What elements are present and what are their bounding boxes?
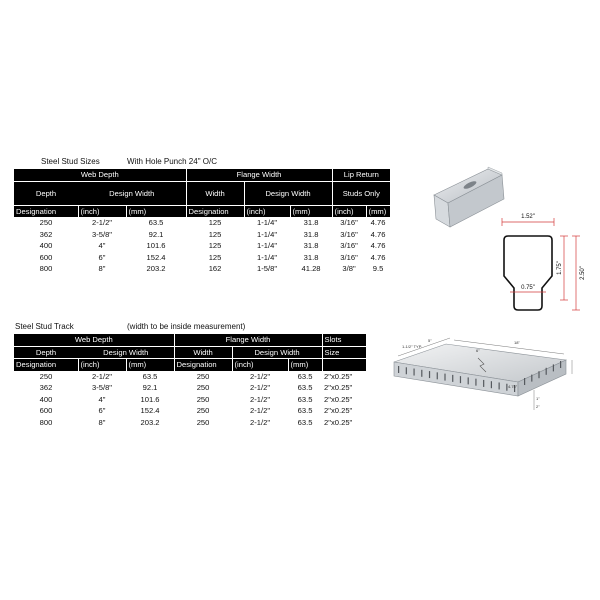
track-table-subtitle: (width to be inside measurement) [127, 322, 246, 331]
stud-table-row-cell: 125 [208, 218, 222, 228]
track-table-row [14, 382, 366, 394]
track-slot [421, 370, 422, 377]
track-drawing [384, 330, 584, 426]
track-table-row-cell: 2-1/2" [250, 417, 271, 427]
stud-table-row-cell: 800 [39, 264, 53, 274]
stud-header-flange-width: Flange Width [186, 169, 332, 181]
track-table-row-cell: 2"x0.25" [324, 371, 353, 381]
track-header-web-depth: Web Depth [14, 334, 174, 346]
track-slot [560, 361, 561, 368]
track-header-slots: Slots [322, 334, 366, 346]
track-label-1in: 1" [536, 396, 540, 401]
stud-table-row [14, 252, 390, 264]
track-table-row [14, 394, 366, 406]
stud-table-row-cell: 1-5/8" [257, 264, 278, 274]
stud-table-row-cell: 31.8 [303, 218, 319, 228]
track-table-row-cell: 600 [39, 406, 53, 416]
track-label-typ: 1-1/2" TYP. [402, 344, 422, 349]
stud-profile-outline [504, 236, 552, 310]
track-header-inch-flange: (inch) [232, 359, 288, 371]
stud-track-table [14, 334, 366, 428]
stud-table-row-cell: 3/16" [340, 229, 358, 239]
stud-table-row-cell: 600 [39, 252, 53, 262]
track-table-row-cell: 250 [196, 406, 210, 416]
track-table-row-cell: 250 [39, 371, 53, 381]
stud-table-row-cell: 1-1/4" [257, 218, 278, 228]
track-header-design-width-flange: Design Width [232, 346, 322, 359]
stud-table-row-cell: 3-5/8" [91, 229, 112, 239]
track-label-2in: 2" [536, 404, 540, 409]
stud-table-row-cell: 6" [98, 252, 106, 262]
track-table-row-cell: 152.4 [140, 406, 160, 416]
stud-table-row-cell: 1-1/4" [257, 241, 278, 251]
stud-table-row-cell: 4.76 [370, 218, 386, 228]
track-label-5in: 5" [428, 338, 432, 343]
profile-total-height-label: 2.50" [580, 266, 586, 280]
stud-table-row-cell: 3/16" [340, 218, 358, 228]
track-header-width: Width [174, 346, 232, 359]
track-table-row-cell: 2-1/2" [250, 394, 271, 404]
track-table-row-cell: 362 [39, 383, 53, 393]
stud-table-title: Steel Stud Sizes [41, 157, 100, 166]
stud-table-row-cell: 4.76 [370, 229, 386, 239]
track-slot [553, 364, 554, 371]
track-slot [444, 374, 445, 381]
track-table-row-cell: 63.5 [297, 383, 313, 393]
track-table-row-cell: 2"x0.25" [324, 406, 353, 416]
stud-table-row-cell: 31.8 [303, 252, 319, 262]
track-table-row-cell: 2"x0.25" [324, 417, 353, 427]
stud-header-mm-flange: (mm) [290, 205, 332, 217]
track-label-475: 4.75" [508, 384, 518, 389]
track-header-size: Size [322, 346, 366, 359]
stud-header-design-width: Design Width [78, 181, 186, 205]
track-table-row [14, 417, 366, 429]
stud-table-row-cell: 31.8 [303, 229, 319, 239]
track-header-mm-flange: (mm) [288, 359, 322, 371]
track-slot [546, 368, 547, 375]
track-slot [531, 375, 532, 382]
stud-table-body [14, 217, 390, 275]
track-table-row-cell: 2-1/2" [250, 406, 271, 416]
profile-slot-label: 0.75" [521, 285, 535, 291]
track-table-row-cell: 63.5 [297, 406, 313, 416]
track-slot [452, 375, 453, 382]
stud-header-web-depth: Web Depth [14, 169, 186, 181]
track-table-row-cell: 6" [98, 406, 106, 416]
stud-table-row-cell: 125 [208, 252, 222, 262]
stud-table-row-cell: 125 [208, 241, 222, 251]
stud-table-row-cell: 3/8" [342, 264, 356, 274]
stud-table-row-cell: 4.76 [370, 241, 386, 251]
stud-header-lip-return: Lip Return [332, 169, 390, 181]
track-table-row-cell: 63.5 [142, 371, 158, 381]
stud-table-row-cell: 9.5 [372, 264, 384, 274]
stud-table-row-cell: 3/16" [340, 241, 358, 251]
stud-table-row-cell: 4.76 [370, 252, 386, 262]
track-slot [491, 381, 492, 388]
track-slot [398, 366, 399, 373]
track-table-row-cell: 63.5 [297, 417, 313, 427]
track-slot [468, 377, 469, 384]
stud-header-designation: Designation [14, 205, 78, 217]
track-table-body [14, 371, 366, 429]
track-table-row-cell: 400 [39, 394, 53, 404]
stud-header-inch-lip: (inch) [332, 205, 366, 217]
track-header-flange-width: Flange Width [174, 334, 322, 346]
stud-header-studs-only: Studs Only [332, 181, 390, 205]
stud-table-row-cell: 125 [208, 229, 222, 239]
stud-table-row-cell: 1-1/4" [257, 252, 278, 262]
stud-table-row [14, 240, 390, 252]
stud-table-row-cell: 250 [39, 218, 53, 228]
track-table-row-cell: 203.2 [140, 417, 160, 427]
track-table-row [14, 371, 366, 383]
track-label-6in: 6" [476, 348, 480, 353]
stud-table-subtitle: With Hole Punch 24" O/C [127, 157, 217, 166]
track-table-row-cell: 250 [196, 371, 210, 381]
track-slot [413, 369, 414, 376]
stud-table-row-cell: 101.6 [146, 241, 166, 251]
track-table-row-cell: 2-1/2" [91, 371, 112, 381]
track-slot [538, 371, 539, 378]
track-slot [483, 380, 484, 387]
track-table-row-cell: 63.5 [297, 371, 313, 381]
stud-table-row-cell: 4" [98, 241, 106, 251]
track-label-18in: 18" [514, 340, 520, 345]
stud-table-row-cell: 152.4 [146, 252, 166, 262]
stud-header-inch-flange: (inch) [244, 205, 290, 217]
track-table-row-cell: 2"x0.25" [324, 394, 353, 404]
stud-profile-drawing [490, 210, 586, 322]
stud-header-width: Width [186, 181, 244, 205]
stud-table-row-cell: 92.1 [148, 229, 164, 239]
track-header-designation: Designation [14, 359, 78, 371]
track-table-row-cell: 101.6 [140, 394, 160, 404]
track-slot [437, 372, 438, 379]
profile-lip-height-label: 1.75" [557, 261, 563, 275]
stud-header-inch: (inch) [78, 205, 126, 217]
stud-header-mm-lip: (mm) [366, 205, 390, 217]
track-header-inch: (inch) [78, 359, 126, 371]
stud-header-design-width-flange: Design Width [244, 181, 332, 205]
track-slot [429, 371, 430, 378]
track-table-row-cell: 2-1/2" [250, 371, 271, 381]
track-table-row-cell: 800 [39, 417, 53, 427]
track-header-blank [322, 359, 366, 371]
stud-header-depth: Depth [14, 181, 78, 205]
stud-table-row-cell: 362 [39, 229, 53, 239]
track-table-row [14, 405, 366, 417]
track-table-row-cell: 63.5 [297, 394, 313, 404]
stud-table-row-cell: 203.2 [146, 264, 166, 274]
stud-table-row-cell: 3/16" [340, 252, 358, 262]
track-table-row-cell: 250 [196, 383, 210, 393]
track-header-mm: (mm) [126, 359, 174, 371]
track-header-design-width: Design Width [78, 346, 174, 359]
stud-table-row-cell: 8" [98, 264, 106, 274]
track-header-designation-flange: Designation [174, 359, 232, 371]
track-slot [460, 376, 461, 383]
track-table-row-cell: 8" [98, 417, 106, 427]
track-slot [499, 382, 500, 389]
track-header-depth: Depth [14, 346, 78, 359]
stud-sizes-table [14, 169, 390, 275]
stud-table-row [14, 217, 390, 229]
stud-table-row-cell: 162 [208, 264, 222, 274]
stud-table-row-cell: 31.8 [303, 241, 319, 251]
stud-table-row [14, 263, 390, 275]
track-slot [524, 378, 525, 385]
stud-header-designation-flange: Designation [186, 205, 244, 217]
stud-table-row-cell: 41.28 [301, 264, 321, 274]
stud-table-row-cell: 2-1/2" [91, 218, 112, 228]
stud-table-row-cell: 1-1/4" [257, 229, 278, 239]
stud-header-mm: (mm) [126, 205, 186, 217]
track-slot [406, 367, 407, 374]
track-table-row-cell: 2-1/2" [250, 383, 271, 393]
track-table-title: Steel Stud Track [15, 322, 74, 331]
track-table-row-cell: 92.1 [142, 383, 158, 393]
stud-table-row-cell: 400 [39, 241, 53, 251]
profile-width-label: 1.52" [521, 214, 535, 220]
track-table-row-cell: 250 [196, 394, 210, 404]
track-table-row-cell: 2"x0.25" [324, 383, 353, 393]
track-table-row-cell: 4" [98, 394, 106, 404]
stud-table-row-cell: 63.5 [148, 218, 164, 228]
track-slot [475, 379, 476, 386]
track-table-row-cell: 250 [196, 417, 210, 427]
stud-table-row [14, 229, 390, 241]
track-table-row-cell: 3-5/8" [91, 383, 112, 393]
